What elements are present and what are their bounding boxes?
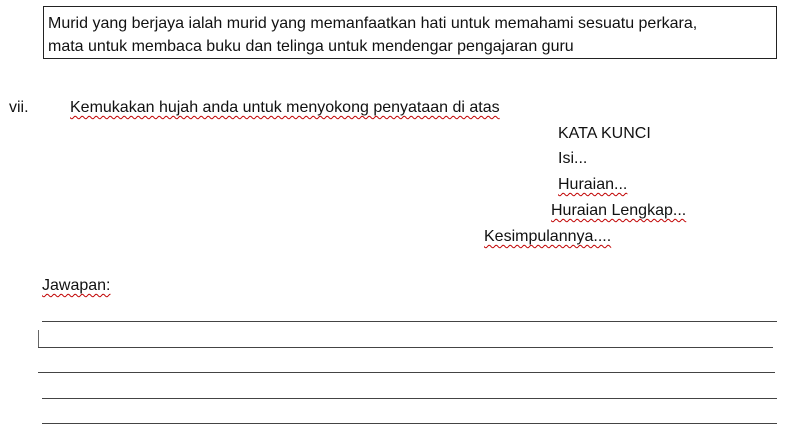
keyword-huraian: Huraian... (558, 176, 628, 193)
keyword-kesimpulan: Kesimpulannya.... (484, 228, 612, 245)
answer-line[interactable] (38, 347, 773, 348)
answer-line[interactable] (38, 372, 775, 373)
question-number: vii. (9, 99, 29, 116)
answer-label: Jawapan: (42, 277, 111, 294)
question-text: Kemukakan hujah anda untuk menyokong penyataan di atas (70, 99, 500, 116)
answer-line[interactable] (42, 398, 777, 399)
statement-box (43, 6, 777, 59)
keyword-heading: KATA KUNCI (558, 125, 651, 142)
statement-line-2: mata untuk membaca buku dan telinga untuk mendengar pengajaran guru (48, 38, 574, 55)
margin-marker (38, 330, 39, 347)
keyword-isi: Isi... (558, 150, 588, 167)
answer-line[interactable] (42, 321, 777, 322)
answer-line[interactable] (42, 423, 777, 424)
statement-line-1: Murid yang berjaya ialah murid yang memanfaatkan hati untuk memahami sesuatu perkara, (48, 15, 698, 32)
keyword-huraian-lengkap: Huraian Lengkap... (551, 202, 687, 219)
